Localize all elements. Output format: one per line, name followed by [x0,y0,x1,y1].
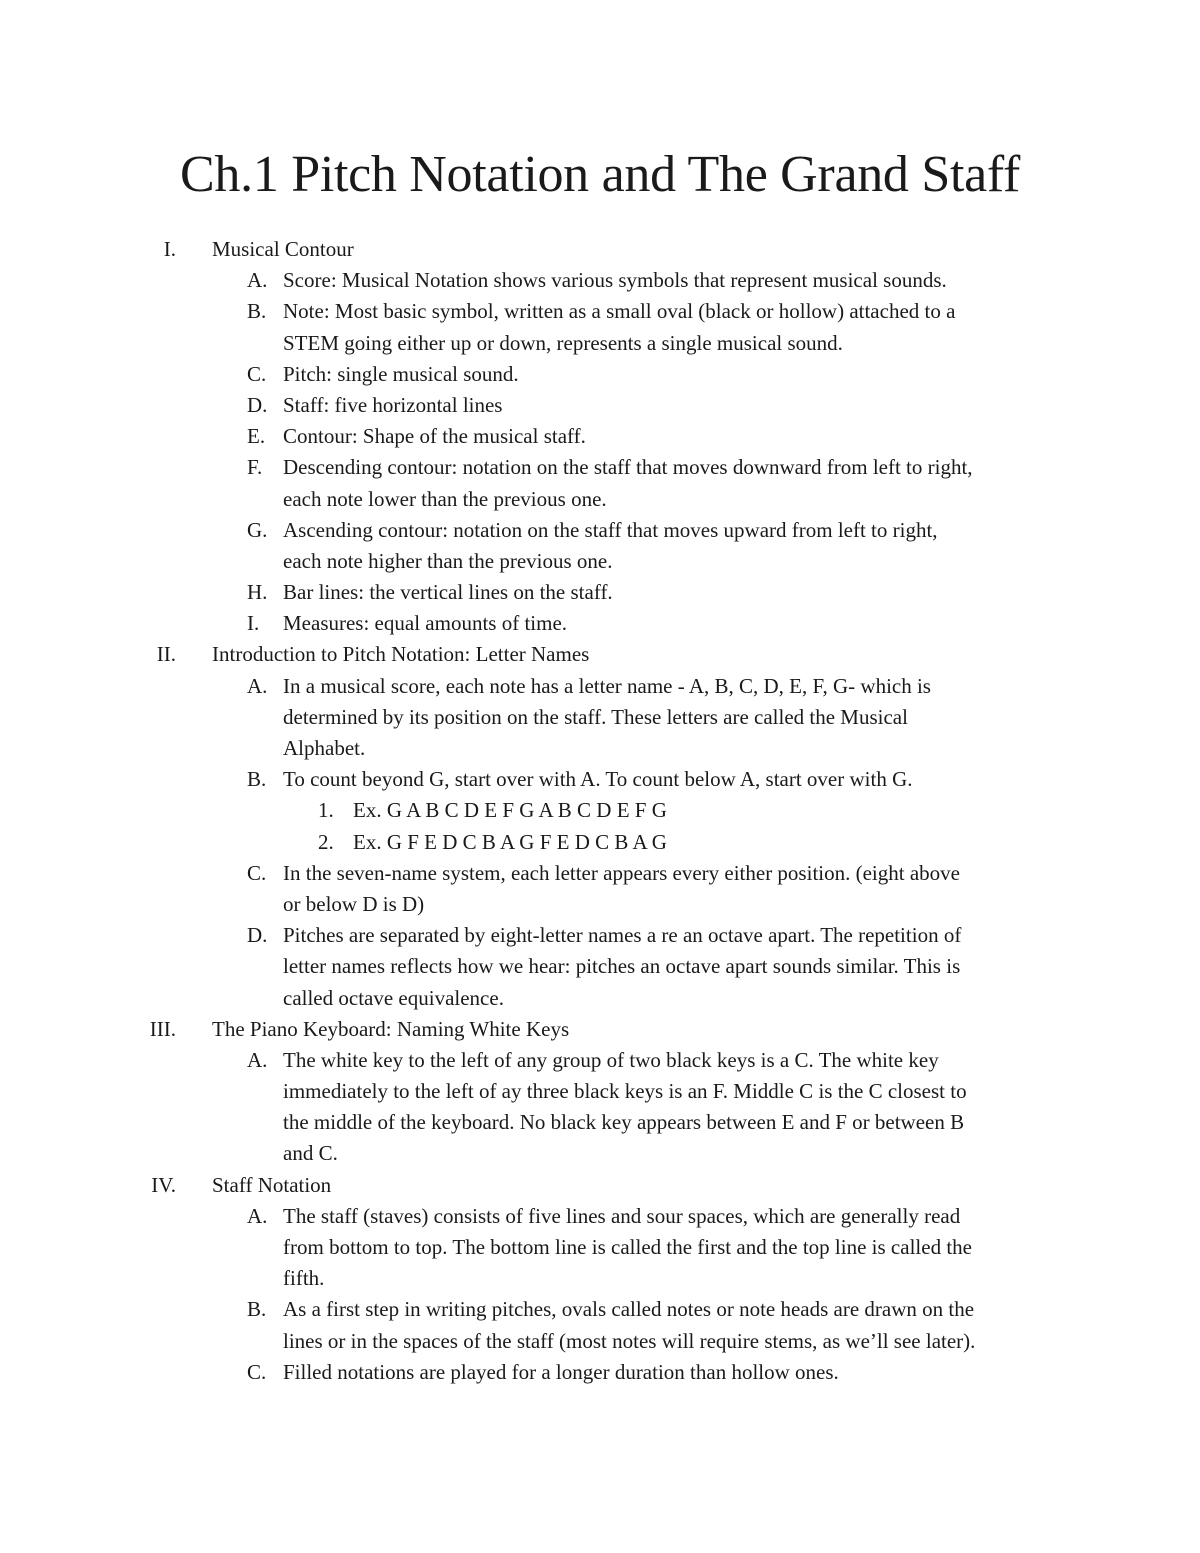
outline-marker: D. [247,392,268,417]
outline-text: lines or in the spaces of the staff (most notes will require stems, as we’ll see later). [283,1328,976,1353]
outline-text: immediately to the left of ay three black keys is an F. Middle C is the C closest to [283,1079,967,1104]
outline-marker: I. [163,237,176,261]
outline-marker: A. [247,673,268,698]
outline-text: The white key to the left of any group of two black keys is a C. The white key [283,1047,939,1072]
outline-marker: B. [247,767,267,792]
outline-text: Ascending contour: notation on the staff that moves upward from left to right, [283,517,938,542]
outline-item-level-2 [0,328,1200,359]
outline-text: Descending contour: notation on the staff that moves downward from left to right, [283,455,973,480]
outline-item-level-1 [0,234,1200,265]
outline-text: determined by its position on the staff. These letters are called the Musical [283,704,908,729]
outline-item-level-2 [0,1326,1200,1357]
outline-item-level-2 [0,858,1200,889]
outline-text: Note: Most basic symbol, written as a small oval (black or hollow) attached to a [283,299,956,324]
outline-text: The staff (staves) consists of five lines and sour spaces, which are generally read [283,1203,961,1228]
outline-text: each note higher than the previous one. [283,548,613,573]
outline-marker: 1. [318,798,334,823]
outline-text: or below D is D) [283,891,425,916]
outline-item-level-2 [0,920,1200,951]
outline-text: Alphabet. [283,736,366,760]
outline-item-level-2 [0,608,1200,639]
outline-item-level-3 [0,827,1200,858]
outline-item-level-1 [0,1014,1200,1045]
outline-text: Introduction to Pitch Notation: Letter Names [212,642,590,667]
outline-item-level-2 [0,265,1200,296]
outline-item-level-3 [0,795,1200,826]
outline-item-level-2 [0,421,1200,452]
outline-text: Pitch: single musical sound. [283,361,519,386]
outline-marker: G. [247,517,268,542]
outline-marker: C. [247,361,267,386]
outline-marker: 2. [318,829,334,854]
outline-marker: D. [247,923,268,948]
outline-item-level-2 [0,889,1200,920]
outline-marker: A. [247,1203,268,1228]
outline-text: The Piano Keyboard: Naming White Keys [212,1016,570,1041]
outline-item-level-2 [0,983,1200,1014]
outline-item-level-2 [0,484,1200,515]
outline-text: Ex. G F E D C B A G F E D C B A G [353,829,667,854]
outline-marker: A. [247,1047,268,1072]
outline-item-level-2 [0,702,1200,733]
outline-marker: A. [247,268,268,293]
outline-item-level-2 [0,764,1200,795]
outline-item-level-2 [0,1138,1200,1169]
outline-item-level-2 [0,1076,1200,1107]
outline-item-level-2 [0,951,1200,982]
outline-marker: B. [247,1297,267,1322]
outline-text: the middle of the keyboard. No black key appears between E and F or between B [283,1110,965,1135]
outline-text: In a musical score, each note has a letter name - A, B, C, D, E, F, G- which is [283,673,931,698]
outline-marker: I. [247,611,260,636]
outline-marker: C. [247,1359,267,1384]
outline-text: fifth. [283,1266,325,1291]
outline-text: letter names reflects how we hear: pitches an octave apart sounds similar. This is [283,954,961,979]
outline-text: Score: Musical Notation shows various symbols that represent musical sounds. [283,268,947,293]
outline-item-level-2 [0,296,1200,327]
outline-item-level-2 [0,515,1200,546]
outline-text: To count beyond G, start over with A. To count below A, start over with G. [283,767,913,792]
outline-text: Musical Contour [212,237,354,261]
outline-marker: III. [149,1016,176,1041]
outline-marker: IV. [151,1172,176,1197]
outline-text: Contour: Shape of the musical staff. [283,424,586,449]
outline-text: from bottom to top. The bottom line is called the first and the top line is called the [283,1235,972,1259]
outline-item-level-2 [0,1107,1200,1138]
outline-item-level-2 [0,733,1200,764]
outline-list [0,234,1200,1388]
outline-item-level-2 [0,1201,1200,1232]
outline-item-level-2 [0,577,1200,608]
outline-text: Filled notations are played for a longer duration than hollow ones. [283,1359,839,1384]
outline-item-level-2 [0,1294,1200,1325]
outline-marker: II. [156,642,176,667]
outline-item-level-1 [0,1170,1200,1201]
outline-item-level-2 [0,359,1200,390]
outline-text: In the seven-name system, each letter appears every either position. (eight above [283,860,960,885]
outline-text: Measures: equal amounts of time. [283,611,568,636]
outline-text: As a first step in writing pitches, ovals called notes or note heads are drawn on the [283,1297,975,1322]
outline-item-level-2 [0,1232,1200,1263]
outline-text: STEM going either up or down, represents a single musical sound. [283,330,843,355]
outline-item-level-2 [0,671,1200,702]
outline-marker: B. [247,299,267,324]
outline-text: and C. [283,1141,338,1166]
outline-text: Staff: five horizontal lines [283,392,503,417]
outline-item-level-1 [0,639,1200,670]
outline-item-level-2 [0,452,1200,483]
outline-item-level-2 [0,1045,1200,1076]
outline-marker: H. [247,580,268,605]
outline-text: Ex. G A B C D E F G A B C D E F G [353,798,667,823]
page-title: Ch.1 Pitch Notation and The Grand Staff [180,146,1020,203]
outline-item-level-2 [0,1357,1200,1388]
outline-marker: E. [247,424,266,449]
outline-text: Pitches are separated by eight-letter names a re an octave apart. The repetition of [283,923,962,948]
outline-text: called octave equivalence. [283,985,504,1010]
outline-text: Staff Notation [212,1172,332,1197]
outline-item-level-2 [0,390,1200,421]
outline-text: Bar lines: the vertical lines on the staff. [283,580,613,605]
outline-marker: C. [247,860,267,885]
outline-item-level-2 [0,1263,1200,1294]
outline-text: each note lower than the previous one. [283,486,607,511]
outline-marker: F. [247,455,263,480]
outline-item-level-2 [0,546,1200,577]
